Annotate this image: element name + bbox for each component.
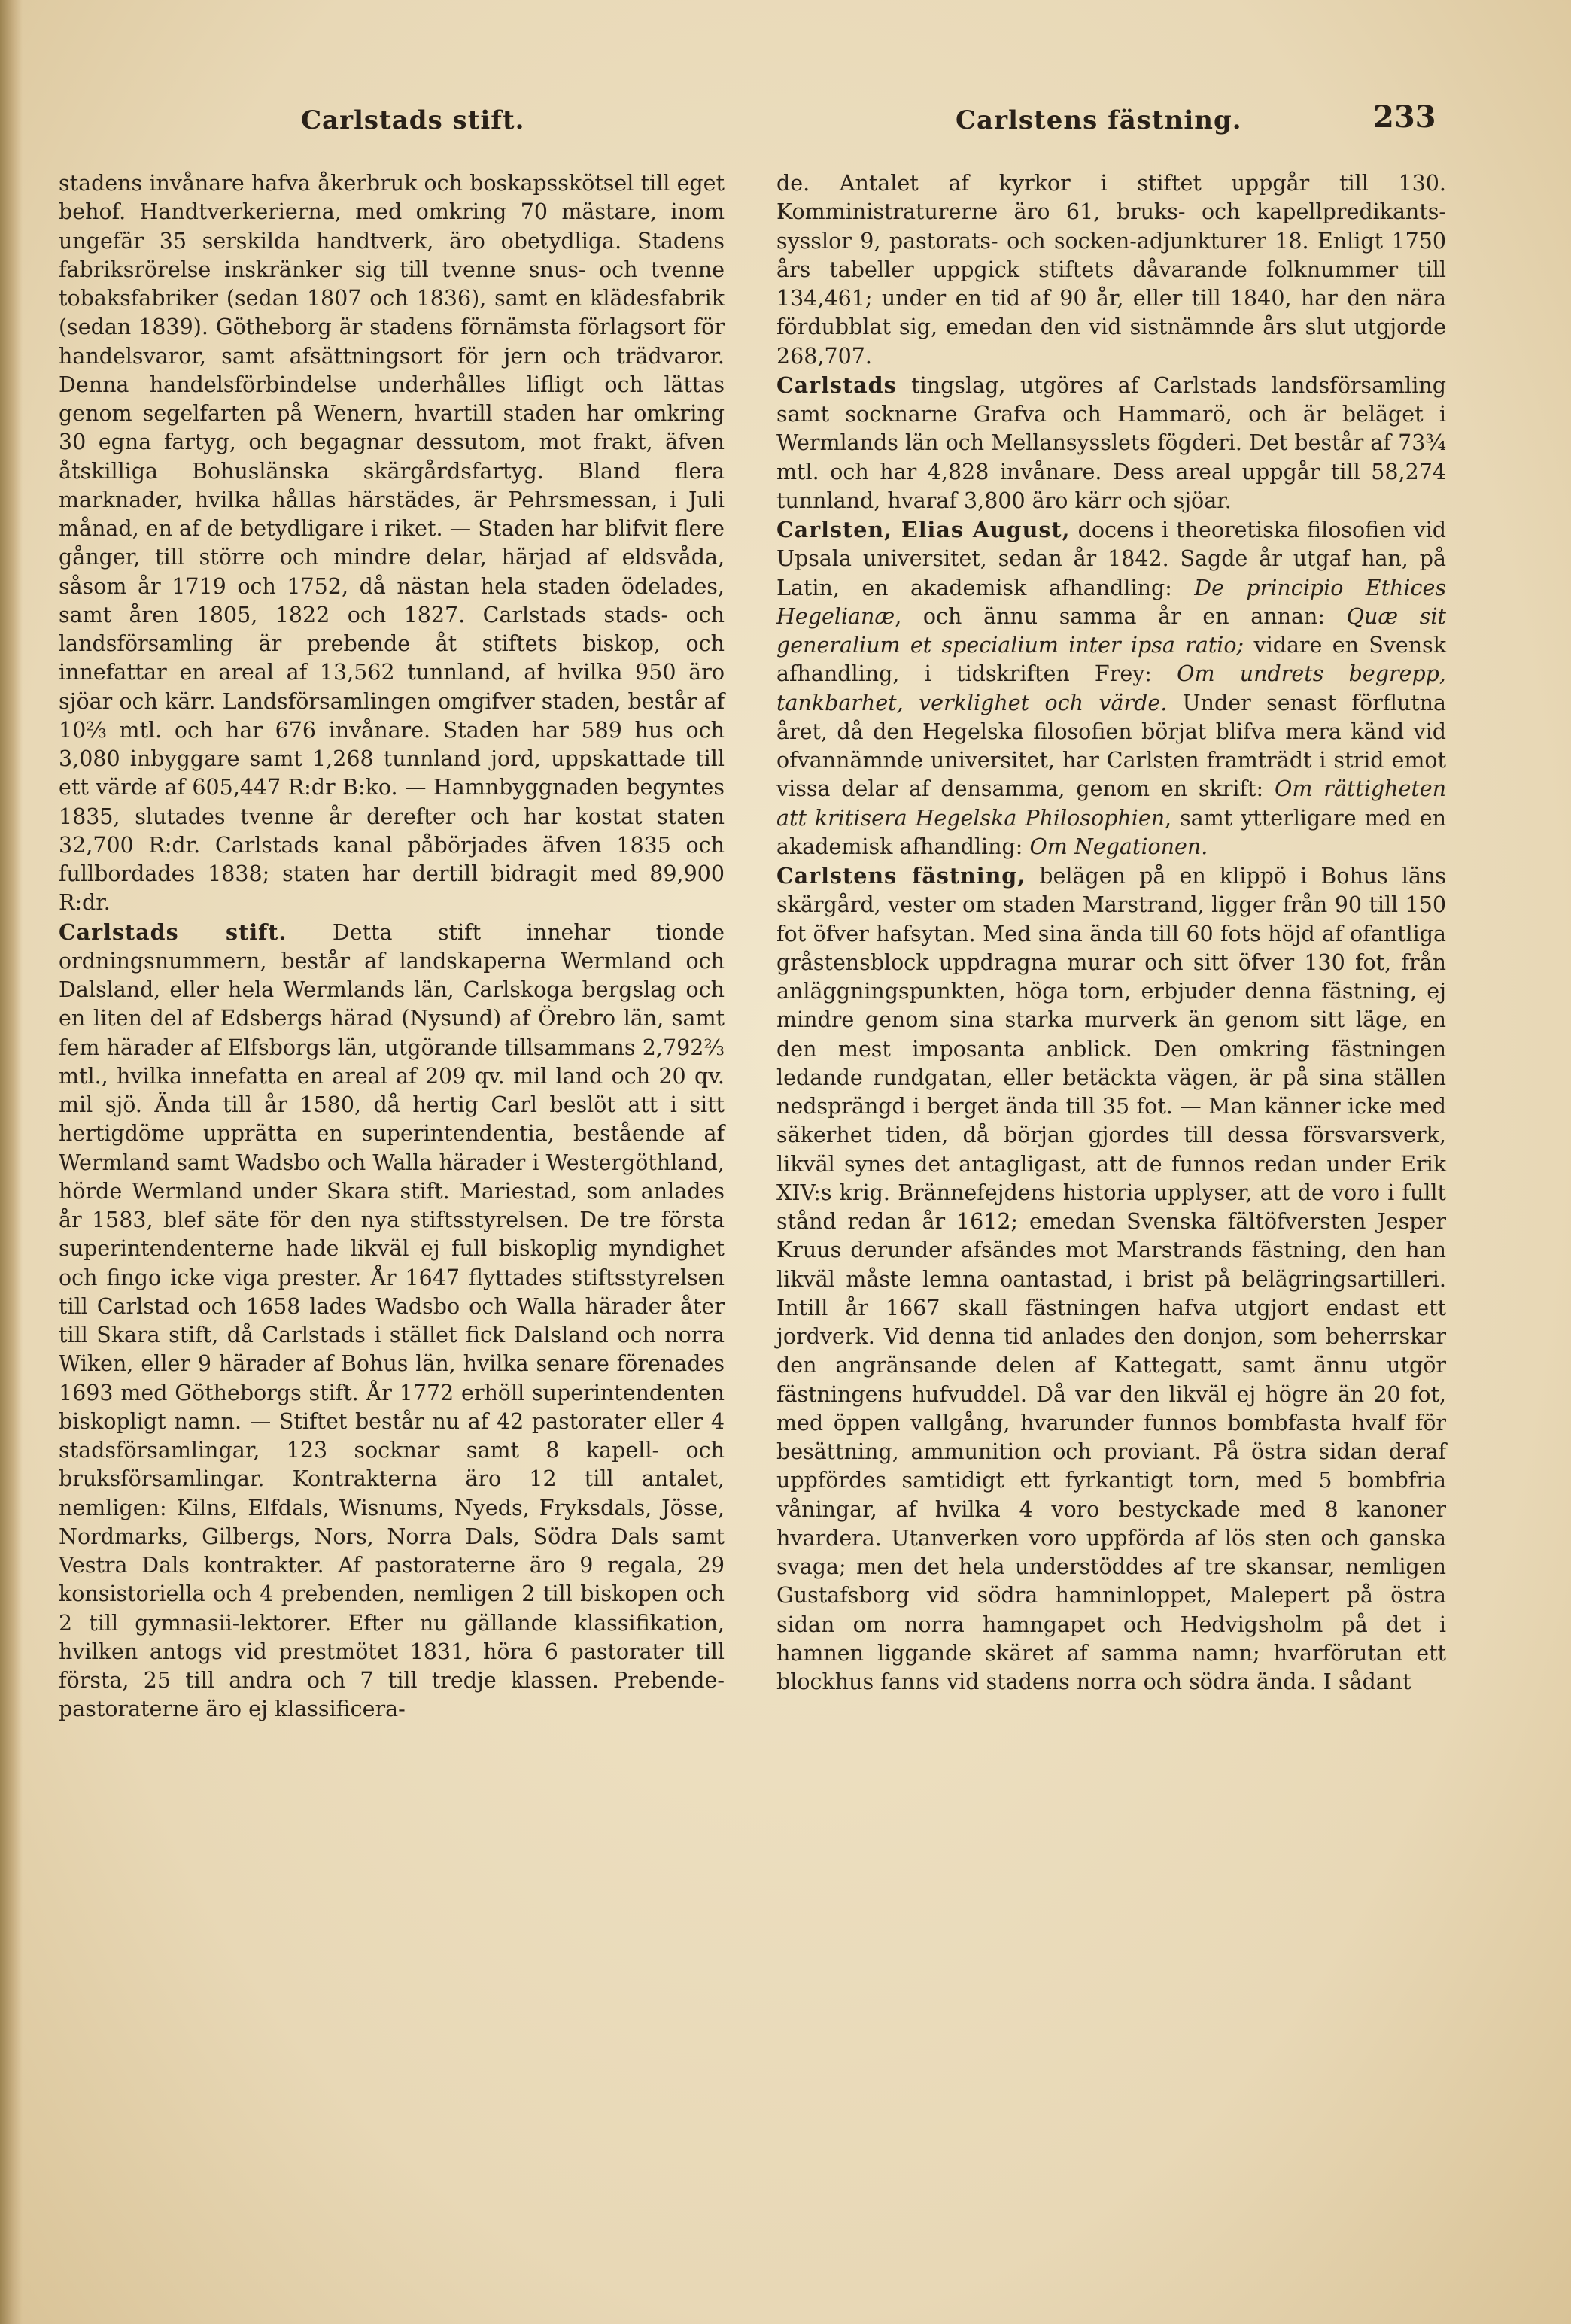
paragraph-text: stadens invånare hafva åkerbruk och boskapsskötsel till eget behof. Handtverkerierna, med omkring 70 mästare, inom ungefär 35 serskilda handtverk, äro obetydliga. Stadens fabriksrörelse inskränker sig till tvenne snus- och tvenne tobaksfabriker (sedan 1807 och 1836), samt en klädesfabrik (sedan 1839). Götheborg är stadens förnämsta förlagsort för handelsvaror, samt afsättningsort för jern och trädvaror. Denna handelsförbindelse underhålles lifligt och lättas genom segelfarten på Wenern, hvartill staden har omkring 30 egna fartyg, och begagnar dessutom, mot frakt, äfven åtskilliga Bohuslänska skärgårdsfartyg. Bland flera marknader, hvilka hållas härstädes, är Pehrsmessan, i Juli månad, en af de betydligare i riket. — Staden har blifvit flere gånger, till större och mindre delar, härjad af eldsvåda, såsom år 1719 och 1752, då nästan hela staden ödelades, samt åren 1805, 1822 och 1827. Carlstads stads- och landsförsamling är prebende åt stiftets biskop, och innefattar en areal af 13,562 tunnland, af hvilka 950 äro sjöar och kärr. Landsförsamlingen omgifver staden, består af 10⅔ mtl. och har 676 invånare. Staden har 589 hus och 3,080 inbyggare samt 1,268 tunnland jord, uppskattade till ett värde af 605,447 R:dr B:ko. — Hamnbyggnaden begyntes 1835, slutades tvenne år derefter och har kostat staten 32,700 R:dr. Carlstads kanal påbörjades äfven 1835 och fullbordades 1838; staten har dertill bidragit med 89,900 R:dr.	[59, 171, 725, 916]
entry-text: Under senast förflutna året, då den Hegelska filosofien börjat blifva mera känd vid ofvannämnde universitet, har Carlsten framträdt i strid emot vissa delar af densamma, genom en skrift:	[776, 690, 1446, 802]
entry-carlsten-elias-august	[776, 515, 1446, 861]
entry-text: tingslag, utgöres af Carlstads landsförsamling samt socknarne Grafva och Hammarö, och är beläget i Wermlands län och Mellansysslets fögderi. Det består af 73¾ mtl. och har 4,828 invånare. Dess areal uppgår till 58,274 tunnland, hvaraf 3,800 äro kärr och sjöar.	[776, 372, 1446, 513]
paragraph-stadens	[59, 169, 725, 918]
entry-text: docens i theoretiska filosofien vid Upsala universitet, sedan år 1842. Sagde år utgaf han, på Latin, en akademisk afhandling:	[776, 518, 1446, 600]
entry-text: Detta stift innehar tionde ordningsnummern, består af landskaperna Wermland och Dalsland, eller hela Wermlands län, Carlskoga bergslag och en liten del af Edsbergs härad (Nysund) af Örebro län, samt fem härader af Elfsborgs län, utgörande tillsammans 2,792⅔ mtl., hvilka innefatta en areal af 209 qv. mil land och 20 qv. mil sjö. Ända till år 1580, då hertig Carl beslöt att i sitt hertigdöme upprätta en superintendentia, bestående af Wermland samt Wadsbo och Walla härader i Westergöthland, hörde Wermland under Skara stift. Mariestad, som anlades år 1583, blef säte för den nya stiftsstyrelsen. De tre första superintendenterne hade likväl ej full biskoplig myndighet och fingo icke viga prester. År 1647 flyttades stiftsstyrelsen till Carlstad och 1658 lades Wadsbo och Walla härader åter till Skara stift, då Carlstads i stället fick Dalsland och norra Wiken, eller 9 härader af Bohus län, hvilka senare förenades 1693 med Götheborgs stift. År 1772 erhöll superintendenten biskopligt namn. — Stiftet består nu af 42 pastorater eller 4 stadsförsamlingar, 123 socknar samt 8 kapell- och bruksförsamlingar. Kontrakterna äro 12 till antalet, nemligen: Kilns, Elfdals, Wisnums, Nyeds, Fryksdals, Jösse, Nordmarks, Gilbergs, Nors, Norra Dals, Södra Dals samt Vestra Dals kontrakter. Af pastoraterne äro 9 regala, 29 konsistoriella och 4 prebenden, nemligen 2 till biskopen och 2 till gymnasii-lektorer. Efter nu gällande klassifikation, hvilken antogs vid prestmötet 1831, höra 6 pastorater till första, 25 till andra och 7 till tredje klassen. Prebende-pastoraterne äro ej klassificera-	[59, 919, 725, 1722]
entry-carlstads-tingslag	[776, 371, 1446, 515]
entry-headword: Carlstads stift.	[59, 919, 287, 945]
page-spine-shadow	[0, 0, 23, 2324]
entry-headword: Carlstens fästning,	[776, 863, 1026, 889]
left-column	[59, 169, 725, 1724]
paragraph-continuation	[776, 169, 1446, 371]
right-column	[776, 169, 1446, 1697]
page-number: 233	[1373, 99, 1436, 135]
work-title: Om rättigheten att kritisera Hegelska Philosophien	[776, 776, 1447, 831]
entry-text: belägen på en klippö i Bohus läns skärgård, vester om staden Marstrand, ligger från 90 till 150 fot öfver hafsytan. Med sina ända till 60 fots höjd af ofantliga gråstensblock uppdragna murar och sitt öfver 130 fot, från anläggningspunkten, höga torn, erbjuder denna fästning, ej mindre genom sina starka murverk än genom sitt läge, en den mest imposanta anblick. Den omkring fästningen ledande rundgatan, eller betäckta vägen, är på sina ställen nedsprängd i berget ända till 35 fot. — Man känner icke med säkerhet tiden, då början gjordes till dessa försvarsverk, likväl synes det antagligast, att de funnos redan under Erik XIV:s krig. Brännefejdens historia upplyser, att de voro i fullt stånd redan år 1612; emedan Svenska fältöfversten Jesper Kruus derunder afsändes mot Marstrands fästning, den han likväl måste lemna oantastad, i brist på belägringsartilleri. Intill år 1667 skall fästningen hafva utgjort endast ett jordverk. Vid denna tid anlades den donjon, som beherrskar den angränsande delen af Kattegatt, samt ännu utgör fästningens hufvuddel. Då var den likväl ej högre än 20 fot, med öppen vallgång, hvarunder funnos bombfasta hvalf för besättning, ammunition och proviant. På östra sidan deraf uppfördes samtidigt ett fyrkantigt torn, med 5 bombfria våningar, af hvilka 4 voro bestyckade med 8 kanoner hvardera. Utanverken voro uppförda af lös sten och ganska svaga; men det hela understöddes af tre skansar, nemligen Gustafsborg vid södra hamninloppet, Malepert på östra sidan om norra hamngapet och Hedvigsholm på det i hamnen liggande skäret af samma namn; hvarförutan ett blockhus fanns vid stadens norra och södra ända. I sådant	[776, 864, 1447, 1694]
work-title: Quæ sit generalium et specialium inter ipsa ratio;	[776, 603, 1446, 658]
entry-text: vidare en Svensk afhandling, i tidskriften Frey:	[776, 633, 1446, 687]
work-title: Om Negationen.	[1029, 834, 1208, 859]
running-head-left: Carlstads stift.	[301, 105, 525, 135]
entry-carlstads-stift	[59, 918, 725, 1724]
paragraph-text: de. Antalet af kyrkor i stiftet uppgår till 130. Komministraturerne äro 61, bruks- och kapellpredikants-sysslor 9, pastorats- och socken-adjunkturer 18. Enligt 1750 års tabeller uppgick stiftets dåvarande folknummer till 134,461; under en tid af 90 år, eller till 1840, har den nära fördubblat sig, emedan den vid sistnämnde års slut utgjorde 268,707.	[776, 171, 1446, 369]
work-title: Om undrets begrepp, tankbarhet, verklighet och värde.	[776, 661, 1446, 715]
entry-text: , samt ytterligare med en akademisk afhandling:	[776, 805, 1446, 859]
running-head-right: Carlstens fästning.	[956, 105, 1242, 135]
entry-headword: Carlstads	[776, 372, 897, 398]
entry-headword: Carlsten, Elias August,	[776, 517, 1071, 542]
work-title: De principio Ethices Hegelianæ	[776, 575, 1446, 629]
entry-carlstens-fastning	[776, 861, 1446, 1697]
entry-text: , och ännu samma år en annan:	[895, 603, 1347, 629]
